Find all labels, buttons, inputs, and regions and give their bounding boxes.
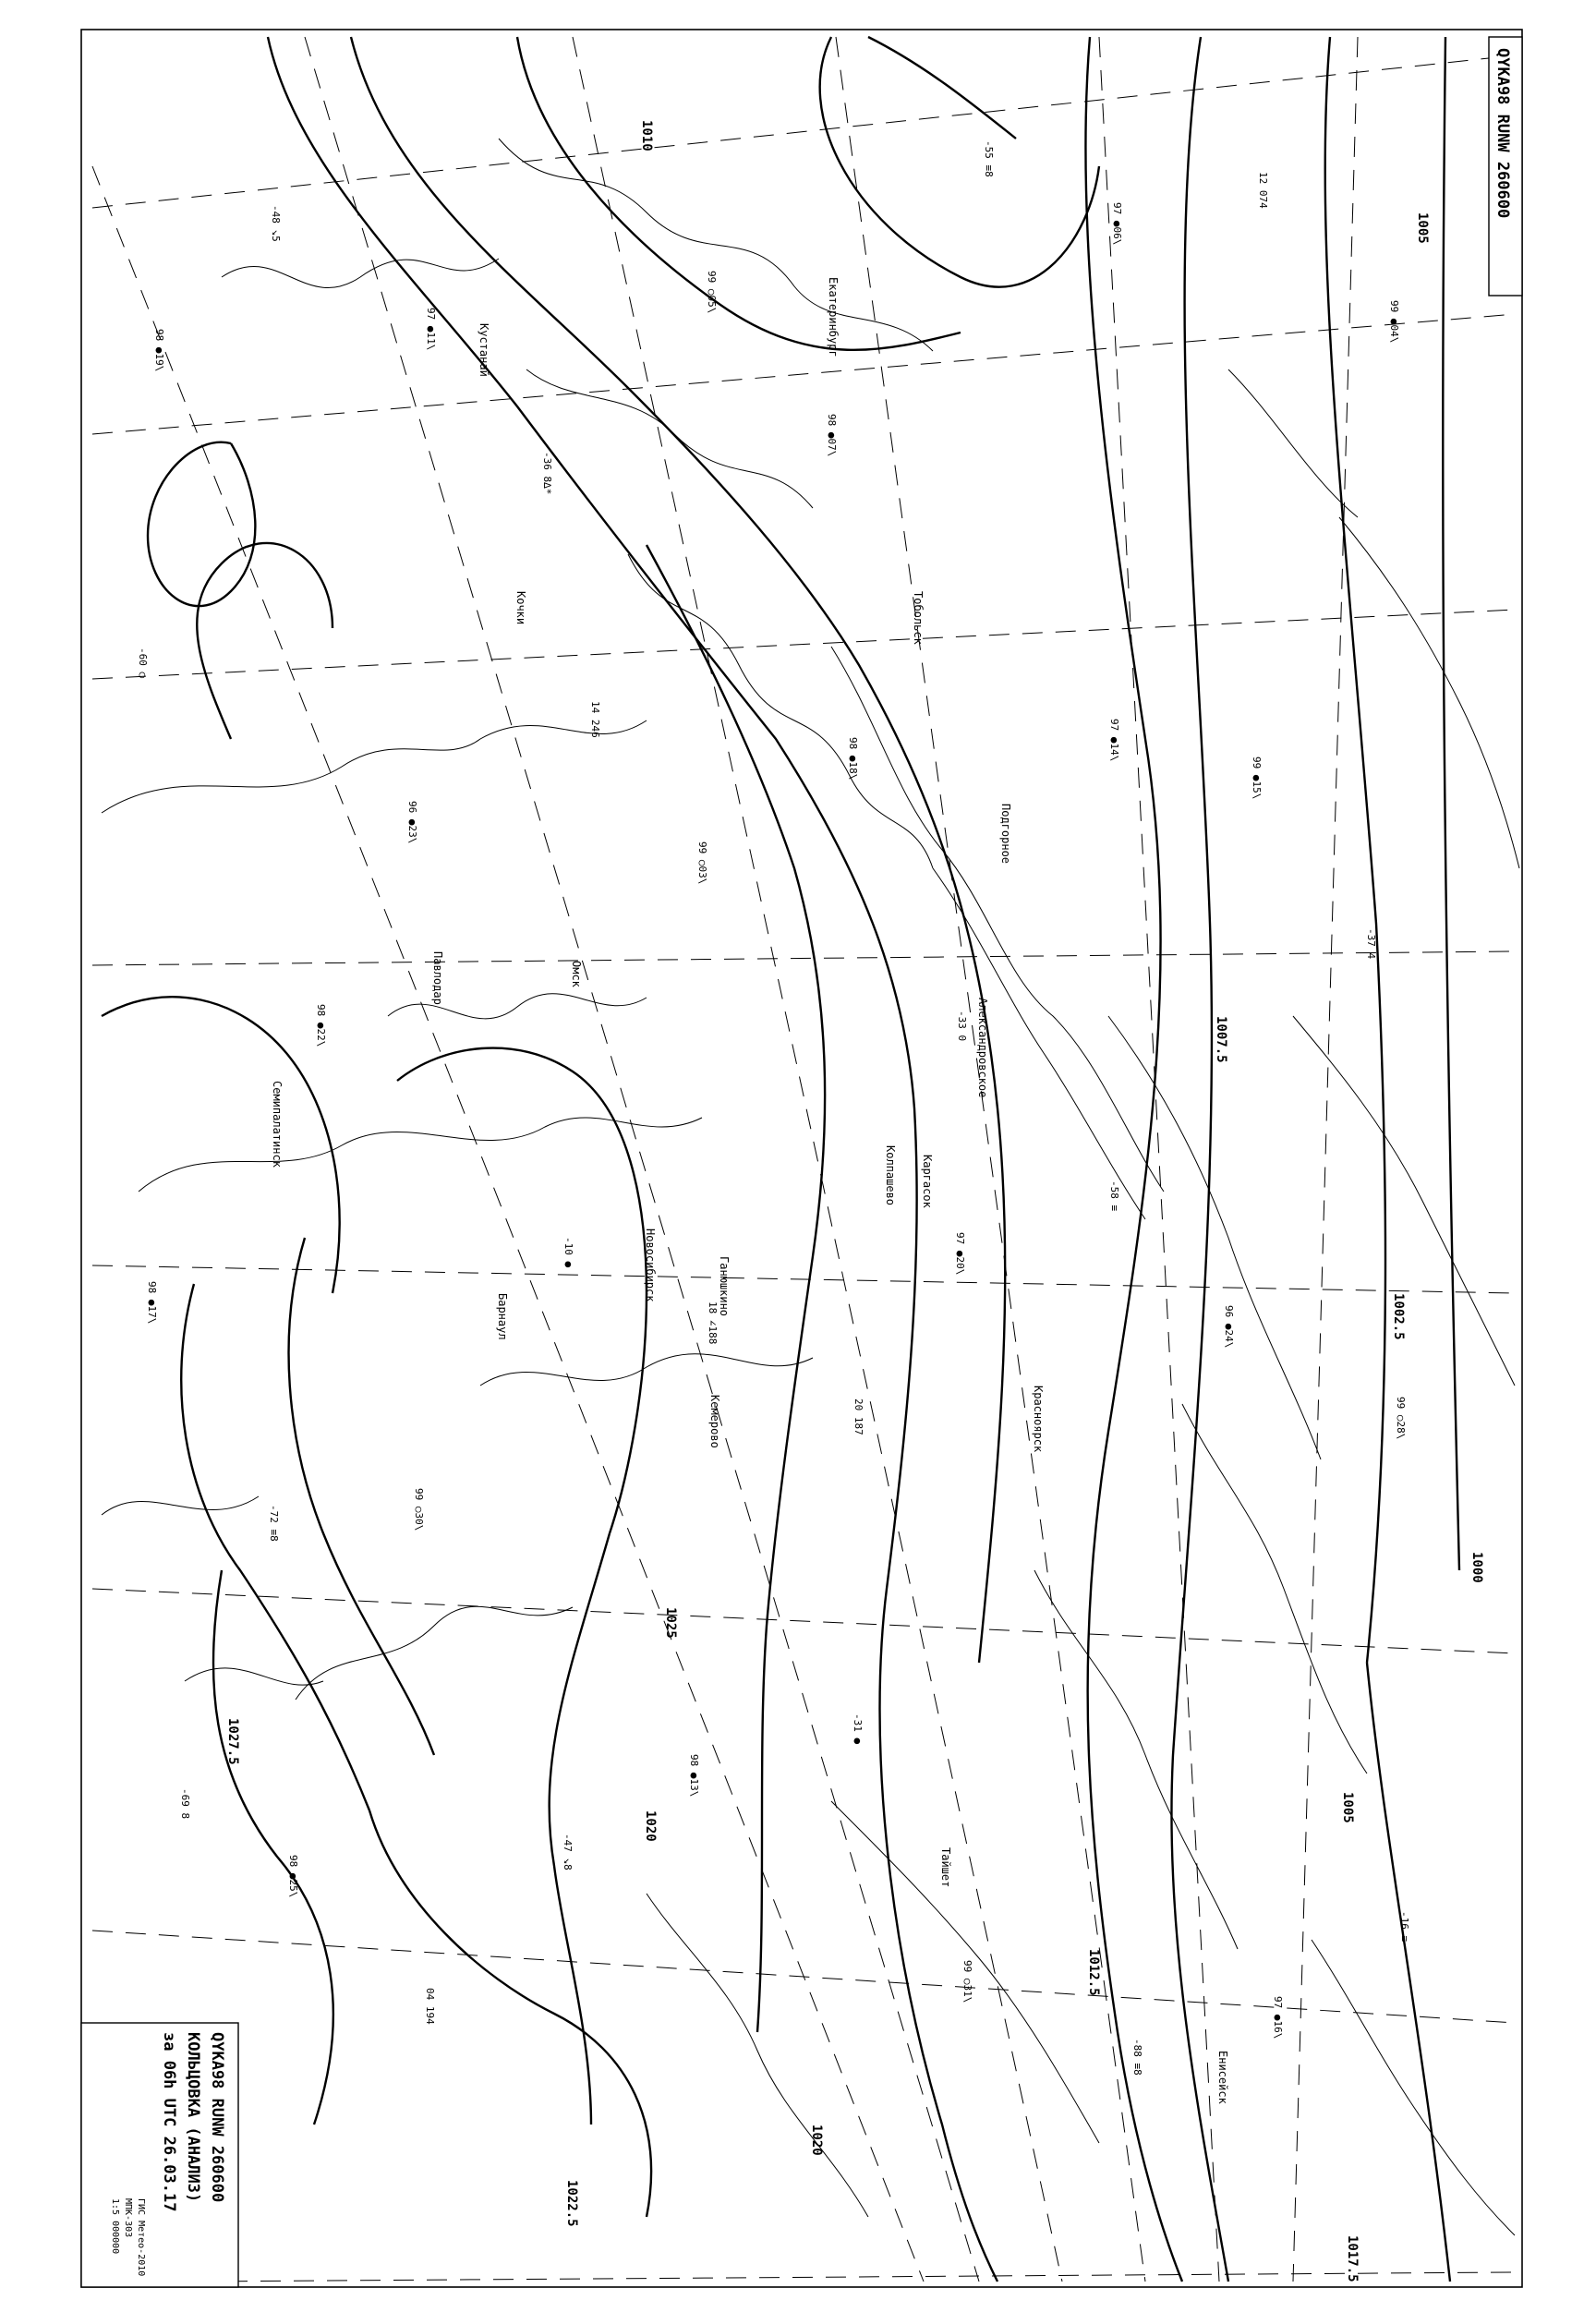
city-label: Александровское <box>976 998 989 1098</box>
station-plot-label: 98 ●18\ <box>847 737 859 781</box>
station-plot-label: 99 ○03\ <box>696 841 708 885</box>
station-plot-label: -16 ≡ <box>1398 1911 1410 1943</box>
station-plot-label: 97 ●06\ <box>1111 202 1123 246</box>
coordinate-grid <box>92 37 1515 2282</box>
station-plot-label: 98 ●17\ <box>146 1281 158 1325</box>
station-plot-label: 12 074 <box>1257 172 1269 209</box>
station-plot-label: 99 ●04\ <box>1388 300 1400 344</box>
station-plot-label: 97 ●14\ <box>1108 719 1120 762</box>
city-label: Колпашево <box>884 1145 897 1206</box>
isobar-label: 1017.5 <box>1345 2235 1360 2282</box>
footer-box <box>81 2023 238 2287</box>
city-label: Ганюшкино <box>718 1256 731 1317</box>
station-plot-label: 98 ●19\ <box>153 329 165 372</box>
isobar-label: 1010 <box>639 120 654 151</box>
station-plots <box>137 140 1410 2076</box>
isobar-label: 1020 <box>809 2124 824 2156</box>
station-plot-label: 99 ○05\ <box>706 271 718 314</box>
station-plot-label: 18 ∠188 <box>707 1301 719 1345</box>
footer-version: МПК-303 <box>123 2198 133 2238</box>
city-label: Тобольск <box>912 591 925 645</box>
city-labels <box>271 277 1229 2105</box>
station-plot-label: 99 ○30\ <box>413 1488 425 1531</box>
station-plot-label: 98 ●25\ <box>287 1855 299 1898</box>
city-label: Павлодар <box>431 951 444 1005</box>
footer-title: КОЛЬЦОВКА (АНАЛИЗ) <box>184 2032 202 2203</box>
city-label: Кочки <box>514 591 527 625</box>
header-box <box>1489 37 1522 296</box>
city-label: Енисейск <box>1216 2051 1229 2104</box>
footer-scale: 1:5 000000 <box>110 2198 120 2255</box>
station-plot-label: -36 8∆* <box>541 452 553 495</box>
isobar-label: 1005 <box>1340 1792 1355 1823</box>
city-label: Каргасок <box>921 1155 934 1208</box>
city-label: Кемерово <box>708 1395 721 1448</box>
isobar-label: 1022.5 <box>564 2180 579 2227</box>
station-plot-label: -31 ● <box>852 1713 864 1745</box>
isobar-label: 1005 <box>1415 212 1430 244</box>
station-plot-label: 96 ●24\ <box>1223 1305 1235 1349</box>
station-plot-label: -69 8 <box>179 1788 191 1820</box>
footer-system: ГИС Метео-2010 <box>136 2198 146 2277</box>
city-label: Тайшет <box>939 1847 952 1888</box>
isobar-label: 1020 <box>643 1810 658 1842</box>
city-label: Екатеринбург <box>827 277 840 357</box>
city-label: Красноярск <box>1032 1386 1045 1453</box>
station-plot-label: -72 ≡8 <box>268 1505 280 1542</box>
city-label: Семипалатинск <box>271 1081 284 1168</box>
station-plot-label: -47 ↘8 <box>562 1834 574 1870</box>
isobar-label: 1007.5 <box>1214 1016 1228 1063</box>
isobar-label: 1025 <box>663 1607 678 1639</box>
isobar-label: 1000 <box>1469 1552 1484 1583</box>
station-plot-label: 97 ●16\ <box>1272 1996 1284 2040</box>
station-plot-label: -37 4 <box>1365 928 1377 960</box>
station-plot-label: 99 ○31\ <box>961 1960 973 2003</box>
station-plot-label: -10 ● <box>562 1237 574 1268</box>
station-plot-label: -48 ↘5 <box>270 205 282 242</box>
isobar-label: 1002.5 <box>1391 1293 1406 1340</box>
isobars <box>102 37 1459 2282</box>
isobar-label: 1027.5 <box>225 1718 240 1765</box>
station-plot-label: 98 ●22\ <box>315 1004 327 1047</box>
station-plot-label: -60 ○ <box>137 648 149 679</box>
station-plot-label: 97 ●20\ <box>954 1232 966 1276</box>
station-plot-label: 96 ●23\ <box>406 801 418 844</box>
station-plot-label: 14 246 <box>589 701 601 738</box>
station-plot-label: 99 ●15\ <box>1251 757 1263 800</box>
city-label: Новосибирск <box>644 1229 657 1302</box>
station-plot-label: -33 0 <box>956 1011 968 1042</box>
city-label: Кустанай <box>478 323 490 377</box>
city-label: Подгорное <box>999 804 1012 865</box>
city-label: Барнаул <box>496 1293 509 1340</box>
station-plot-label: -88 ≡8 <box>1131 2039 1143 2076</box>
isobar-labels <box>225 120 1484 2282</box>
header-code: QYKA98 RUNW 260600 <box>1493 48 1512 219</box>
city-label: Омск <box>570 961 583 987</box>
footer-time: за 06h UTC 26.03.17 <box>160 2032 178 2212</box>
station-plot-label: 98 ●13\ <box>688 1754 700 1798</box>
station-plot-label: 04 194 <box>424 1988 436 2025</box>
station-plot-label: 20 187 <box>852 1398 864 1435</box>
station-plot-label: -58 ≡ <box>1108 1180 1120 1212</box>
station-plot-label: 98 ●07\ <box>826 414 838 457</box>
station-plot-label: 99 ○28\ <box>1395 1397 1407 1440</box>
footer-code: QYKA98 RUNW 260600 <box>208 2032 226 2203</box>
map-frame <box>81 30 1522 2287</box>
isobar-label: 1012.5 <box>1086 1949 1101 1996</box>
station-plot-label: -55 ≡8 <box>983 140 995 177</box>
station-plot-label: 97 ●11\ <box>425 308 437 351</box>
